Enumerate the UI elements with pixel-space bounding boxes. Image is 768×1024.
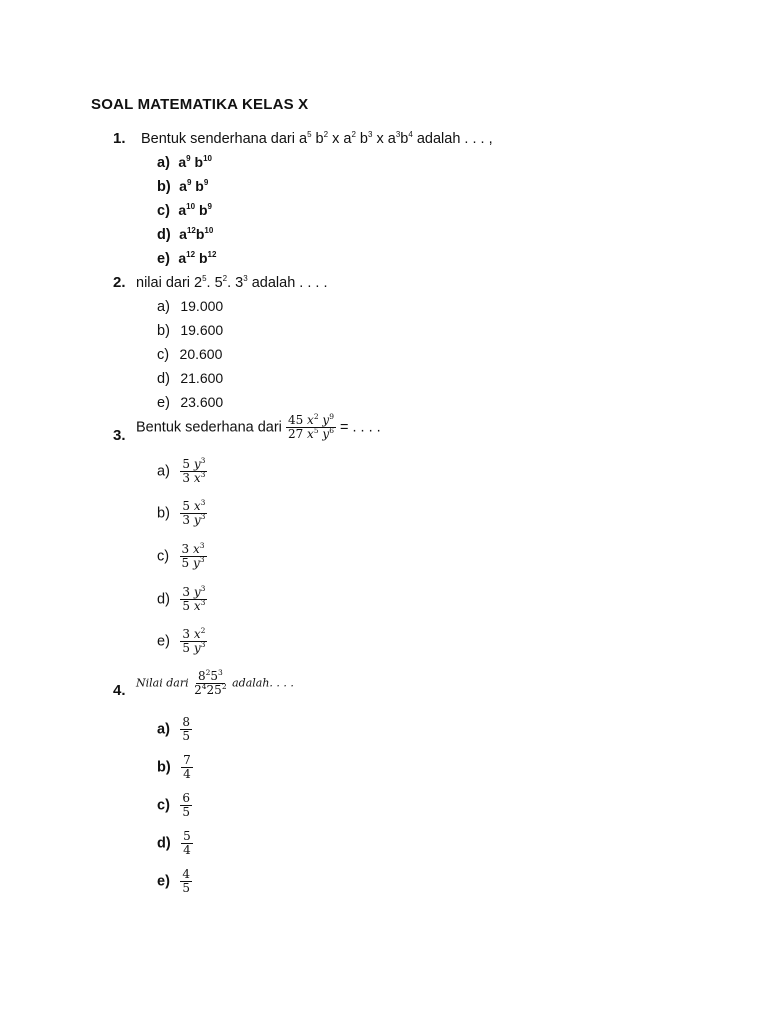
question-number: 1. (113, 130, 126, 147)
option-b[interactable]: b) $a^9$ $b^9$ (157, 178, 209, 195)
option-b[interactable]: b) $\frac{7}{4}$ (157, 753, 191, 781)
option-a[interactable]: a) $\frac{8}{5}$ (157, 715, 190, 743)
page-title: SOAL MATEMATIKA KELAS X (91, 96, 309, 113)
option-b[interactable]: b) $\frac{5 x^3}{3 y^3}$ (157, 498, 206, 527)
option-a[interactable]: a) 19.000 (157, 298, 224, 315)
option-e[interactable]: e) $\frac{4}{5}$ (157, 867, 190, 895)
question-text: Bentuk sederhana dari $\frac{45 x^2 y^9}{27 x^5 y^6}$ = . . . . (136, 412, 381, 441)
option-d[interactable]: d) $a^{12}b^{10}$ (157, 226, 214, 243)
option-c[interactable]: c) $\frac{6}{5}$ (157, 791, 190, 819)
option-c[interactable]: c) $\frac{3 x^3}{5 y^3}$ (157, 541, 205, 570)
question-text: nilai dari $2^5$. $5^2$. $3^3$ adalah . . . . (136, 274, 328, 291)
option-c[interactable]: c) 20.600 (157, 346, 223, 363)
fraction: $\frac{8^25^3}{2^425^2}$ (194, 668, 227, 697)
option-d[interactable]: d) $\frac{5}{4}$ (157, 829, 191, 857)
question-text: Bentuk senderhana dari $a^5$ $b^2$ x $a^2$ $b^3$ x $a^3b^4$ adalah . . . , (141, 130, 493, 147)
option-e[interactable]: e) 23.600 (157, 394, 224, 411)
option-c[interactable]: c) $a^{10}$ $b^9$ (157, 202, 212, 219)
question-text: Nilai dari $\frac{8^25^3}{2^425^2}$ adalah. . . . (136, 668, 294, 697)
option-a[interactable]: a) $a^9$ $b^{10}$ (157, 154, 212, 171)
fraction: $\frac{45 x^2 y^9}{27 x^5 y^6}$ (287, 412, 334, 441)
option-e[interactable]: e) $\frac{3 x^2}{5 y^3}$ (157, 626, 206, 655)
question-number: 2. (113, 274, 126, 291)
option-e[interactable]: e) $a^{12}$ $b^{12}$ (157, 250, 217, 267)
option-b[interactable]: b) 19.600 (157, 322, 224, 339)
question-number: 3. (113, 427, 126, 444)
option-d[interactable]: d) 21.600 (157, 370, 224, 387)
option-a[interactable]: a) $\frac{5 y^3}{3 x^3}$ (157, 456, 206, 485)
option-d[interactable]: d) $\frac{3 y^3}{5 x^3}$ (157, 584, 206, 613)
question-number: 4. (113, 682, 126, 699)
